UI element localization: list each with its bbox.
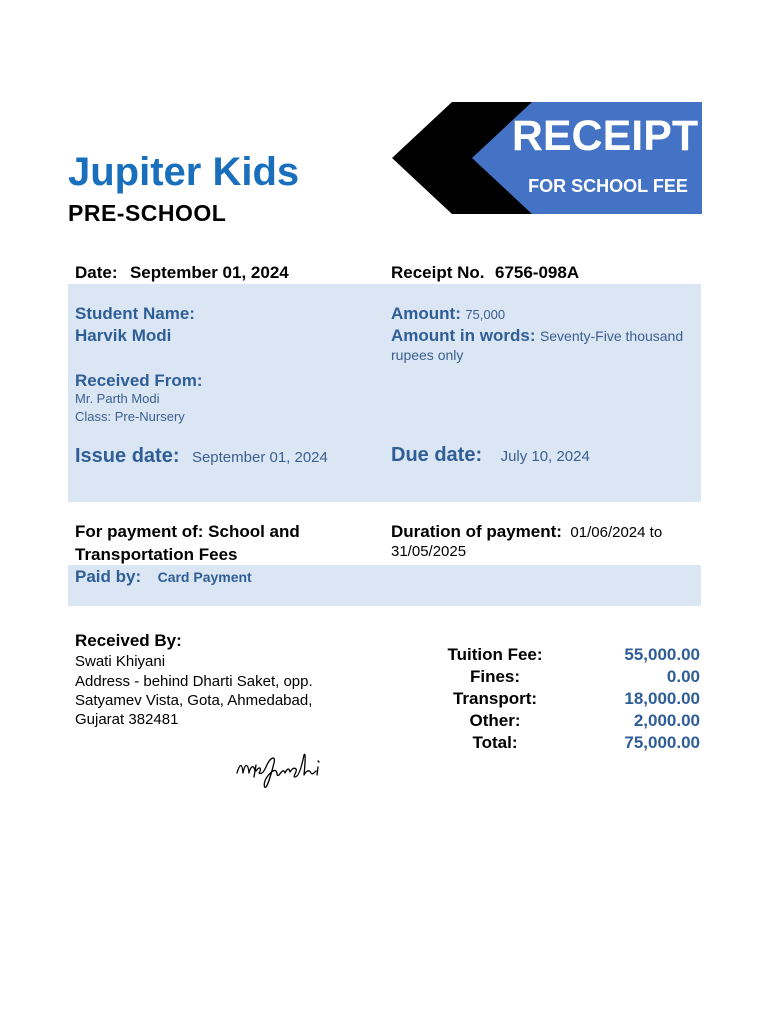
banner-subtitle: FOR SCHOOL FEE (528, 176, 688, 196)
receipt-number-label: Receipt No. (391, 263, 485, 282)
totals-row-fines (430, 667, 700, 689)
amount-words-label: Amount in words: (391, 326, 536, 345)
receiver-address-line3: Gujarat 382481 (75, 711, 179, 728)
payment-for-line1: For payment of: School and (75, 522, 300, 541)
banner-title: RECEIPT (511, 112, 699, 160)
amount-words-value-line2: rupees only (391, 347, 464, 363)
receipt-number-value: 6756-098A (494, 263, 580, 282)
other-value: 2,000.00 (633, 711, 700, 730)
paid-by-label: Paid by: (75, 567, 142, 586)
totals-table (430, 645, 700, 755)
due-date-value: July 10, 2024 (500, 448, 590, 465)
school-subtitle: PRE-SCHOOL (68, 200, 227, 226)
received-from-label: Received From: (75, 371, 203, 390)
amount-row (391, 304, 505, 324)
payment-for-line2: Transportation Fees (75, 545, 238, 564)
totals-row-transport (430, 689, 700, 711)
student-name-label: Student Name: (75, 304, 195, 323)
tuition-fee-label: Tuition Fee: (447, 645, 543, 664)
issue-date-label: Issue date: (75, 445, 180, 467)
amount-value: 75,000 (465, 307, 506, 322)
totals-row-other (430, 711, 700, 733)
tuition-fee-value: 55,000.00 (624, 645, 700, 664)
total-label: Total: (472, 733, 518, 752)
amount-words-value-line1: Seventy-Five thousand (539, 328, 684, 344)
paid-by-value: Card Payment (157, 569, 252, 585)
school-name: Jupiter Kids (68, 150, 300, 194)
student-name-value: Harvik Modi (75, 326, 172, 345)
due-date-label: Due date: (391, 444, 483, 466)
fines-label: Fines: (469, 667, 521, 686)
duration-label: Duration of payment: (391, 522, 562, 541)
signature (232, 745, 332, 790)
total-value: 75,000.00 (624, 733, 700, 752)
parent-name: Mr. Parth Modi (75, 391, 160, 406)
due-date-row (391, 444, 590, 467)
receipt-number-row (391, 263, 579, 283)
receiver-address-line1: Address - behind Dharti Saket, opp. (75, 673, 313, 690)
date-value: September 01, 2024 (129, 263, 289, 282)
transport-label: Transport: (452, 689, 538, 708)
receiver-name: Swati Khiyani (75, 653, 166, 670)
transport-value: 18,000.00 (624, 689, 700, 708)
date-row (75, 263, 289, 283)
duration-row (391, 522, 662, 542)
received-by-label: Received By: (75, 631, 182, 650)
other-label: Other: (469, 711, 521, 730)
fines-value: 0.00 (666, 667, 700, 686)
duration-value-line1: 01/06/2024 to (570, 524, 663, 541)
date-label: Date: (75, 263, 118, 282)
issue-date-row (75, 445, 328, 468)
totals-row-tuition (430, 645, 700, 667)
amount-words-row (391, 326, 701, 346)
receiver-address-line2: Satyamev Vista, Gota, Ahmedabad, (75, 692, 313, 709)
duration-value-line2: 31/05/2025 (391, 543, 467, 560)
student-class: Class: Pre-Nursery (75, 409, 185, 424)
paid-by-row (75, 567, 252, 587)
issue-date-value: September 01, 2024 (191, 449, 328, 466)
totals-row-total (430, 733, 700, 755)
amount-label: Amount: (391, 304, 461, 323)
